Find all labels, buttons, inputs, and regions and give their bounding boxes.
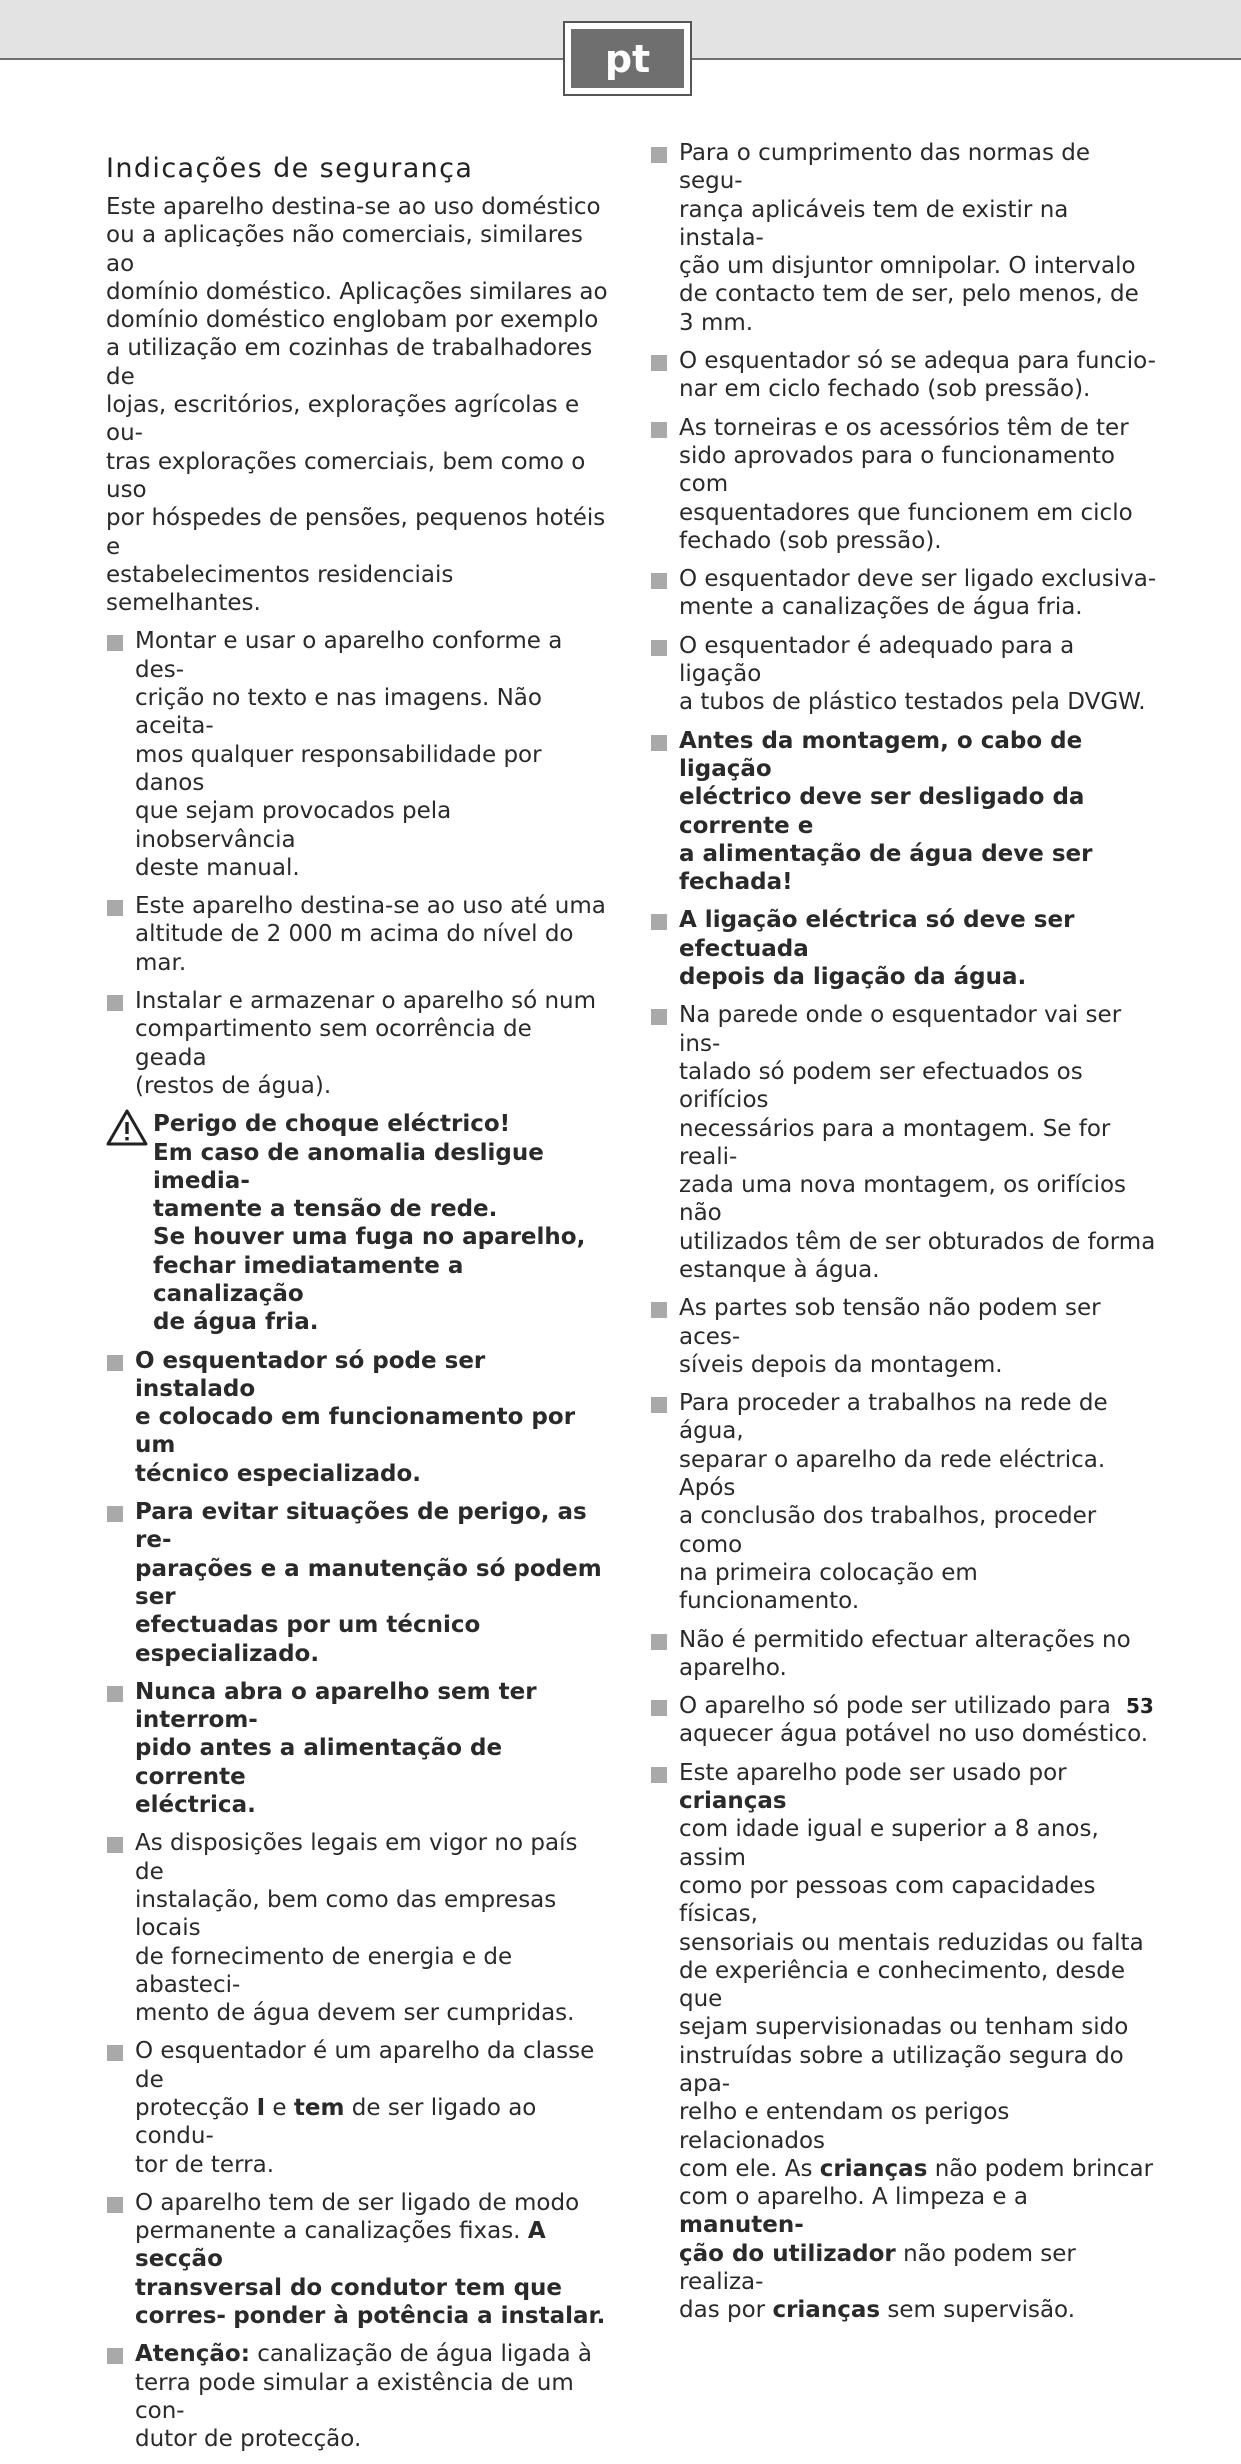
list-item: Não é permitido efectuar alterações no aparelho. — [650, 1626, 1158, 1683]
bullet-square-icon — [107, 900, 123, 916]
right-column — [650, 139, 1158, 2335]
bullet-square-icon — [651, 1634, 667, 1650]
bullet-square-icon — [651, 1700, 667, 1716]
bullet-square-icon — [107, 1506, 123, 1522]
list-item: Montar e usar o aparelho conforme a des- crição no texto e nas imagens. Não aceita- mos qualquer responsabilidade por danos que sejam provocados pela inobservância deste manual. — [106, 627, 608, 882]
bullet-square-icon — [651, 147, 667, 163]
list-item: Para o cumprimento das normas de segu- rança aplicáveis tem de existir na instala- ção um disjuntor omnipolar. O intervalo de contacto tem de ser, pelo menos, de 3 mm. — [650, 139, 1158, 337]
bullet-square-icon — [651, 1302, 667, 1318]
bullet-square-icon — [651, 640, 667, 656]
intro-paragraph: Este aparelho destina-se ao uso doméstico ou a aplicações não comerciais, similares ao domínio doméstico. Aplicações similares ao domínio doméstico englobam por exemplo a utilização em cozinhas de trabalhadores de lojas, escritórios, explorações agrícolas e ou- tras explorações comerciais, bem como o uso por hóspedes de pensões, pequenos hotéis e estabelecimentos residenciais semelhantes. — [106, 194, 608, 617]
list-item: O esquentador é um aparelho da classe de protecção I e tem de ser ligado ao condu- tor de terra. — [106, 2037, 608, 2178]
list-item: As disposições legais em vigor no país de instalação, bem como das empresas locais de fornecimento de energia e de abasteci- mento de água devem ser cumpridas. — [106, 1829, 608, 2027]
list-item: Atenção: canalização de água ligada à terra pode simular a existência de um con- dutor de protecção. — [106, 2340, 608, 2453]
bullet-square-icon — [107, 2197, 123, 2213]
bullet-square-icon — [651, 735, 667, 751]
bullet-square-icon — [107, 995, 123, 1011]
bullet-square-icon — [651, 422, 667, 438]
list-item: O aparelho só pode ser utilizado para aquecer água potável no uso doméstico. — [650, 1692, 1158, 1749]
list-item: O esquentador é adequado para a ligação a tubos de plástico testados pela DVGW. — [650, 632, 1158, 717]
list-item: Instalar e armazenar o aparelho só num compartimento sem ocorrência de geada (restos de água). — [106, 987, 608, 1100]
left-column — [106, 152, 608, 2464]
bullet-square-icon — [107, 1686, 123, 1702]
list-item: Este aparelho pode ser usado por crianças com idade igual e superior a 8 anos, assim como por pessoas com capacidades físicas, sensoriais ou mentais reduzidas ou falta de experiência e conhecimento, desde que sejam supervisionadas ou tenham sido instruídas sobre a utilização segura do apa- relho e entendam os perigos relacionados com ele. As crianças não podem brincar com o aparelho. A limpeza e a manuten- ção do utilizador não podem ser realiza- das por crianças sem supervisão. — [650, 1759, 1158, 2325]
list-item: As partes sob tensão não podem ser aces- síveis depois da montagem. — [650, 1294, 1158, 1379]
bullet-square-icon — [651, 1767, 667, 1783]
list-item: As torneiras e os acessórios têm de ter sido aprovados para o funcionamento com esquentadores que funcionem em ciclo fechado (sob pressão). — [650, 414, 1158, 555]
bullet-square-icon — [651, 1397, 667, 1413]
list-item: Antes da montagem, o cabo de ligação eléctrico deve ser desligado da corrente e a alimentação de água deve ser fechada! — [650, 727, 1158, 897]
page-number: 53 — [1126, 1694, 1154, 1718]
list-item: Este aparelho destina-se ao uso até uma altitude de 2 000 m acima do nível do mar. — [106, 892, 608, 977]
language-tab — [563, 21, 692, 96]
bullet-square-icon — [651, 1009, 667, 1025]
list-item: O aparelho tem de ser ligado de modo permanente a canalizações fixas. A secção transversal do condutor tem que corres- ponder à potência a instalar. — [106, 2189, 608, 2330]
language-code: pt — [571, 29, 684, 88]
section-heading: Indicações de segurança — [106, 153, 474, 184]
bullet-square-icon — [651, 355, 667, 371]
list-item: O esquentador deve ser ligado exclusiva- mente a canalizações de água fria. — [650, 565, 1158, 622]
bullet-square-icon — [651, 573, 667, 589]
bullet-square-icon — [107, 635, 123, 651]
list-item: Nunca abra o aparelho sem ter interrom- pido antes a alimentação de corrente eléctrica. — [106, 1678, 608, 1819]
bullet-square-icon — [107, 2045, 123, 2061]
list-item: Para proceder a trabalhos na rede de água, separar o aparelho da rede eléctrica. Após a conclusão dos trabalhos, proceder como na primeira colocação em funcionamento. — [650, 1389, 1158, 1615]
bullet-square-icon — [107, 2348, 123, 2364]
electric-shock-warning: Perigo de choque eléctrico! Em caso de anomalia desligue imedia- tamente a tensão de rede. Se houver uma fuga no aparelho, fechar imediatamente a canalização de água fria. — [106, 1110, 608, 1336]
bullet-square-icon — [107, 1837, 123, 1853]
list-item: Na parede onde o esquentador vai ser ins- talado só podem ser efectuados os orifícios necessários para a montagem. Se for reali- zada uma nova montagem, os orifícios não utilizados têm de ser obturados de forma estanque à água. — [650, 1001, 1158, 1284]
list-item: A ligação eléctrica só deve ser efectuada depois da ligação da água. — [650, 906, 1158, 991]
list-item: O esquentador só se adequa para funcio- nar em ciclo fechado (sob pressão). — [650, 347, 1158, 404]
list-item: O esquentador só pode ser instalado e colocado em funcionamento por um técnico especializado. — [106, 1347, 608, 1488]
warning-triangle-icon — [106, 1108, 148, 1148]
bullet-square-icon — [651, 914, 667, 930]
bullet-square-icon — [107, 1355, 123, 1371]
list-item: Para evitar situações de perigo, as re- parações e a manutenção só podem ser efectuadas por um técnico especializado. — [106, 1498, 608, 1668]
